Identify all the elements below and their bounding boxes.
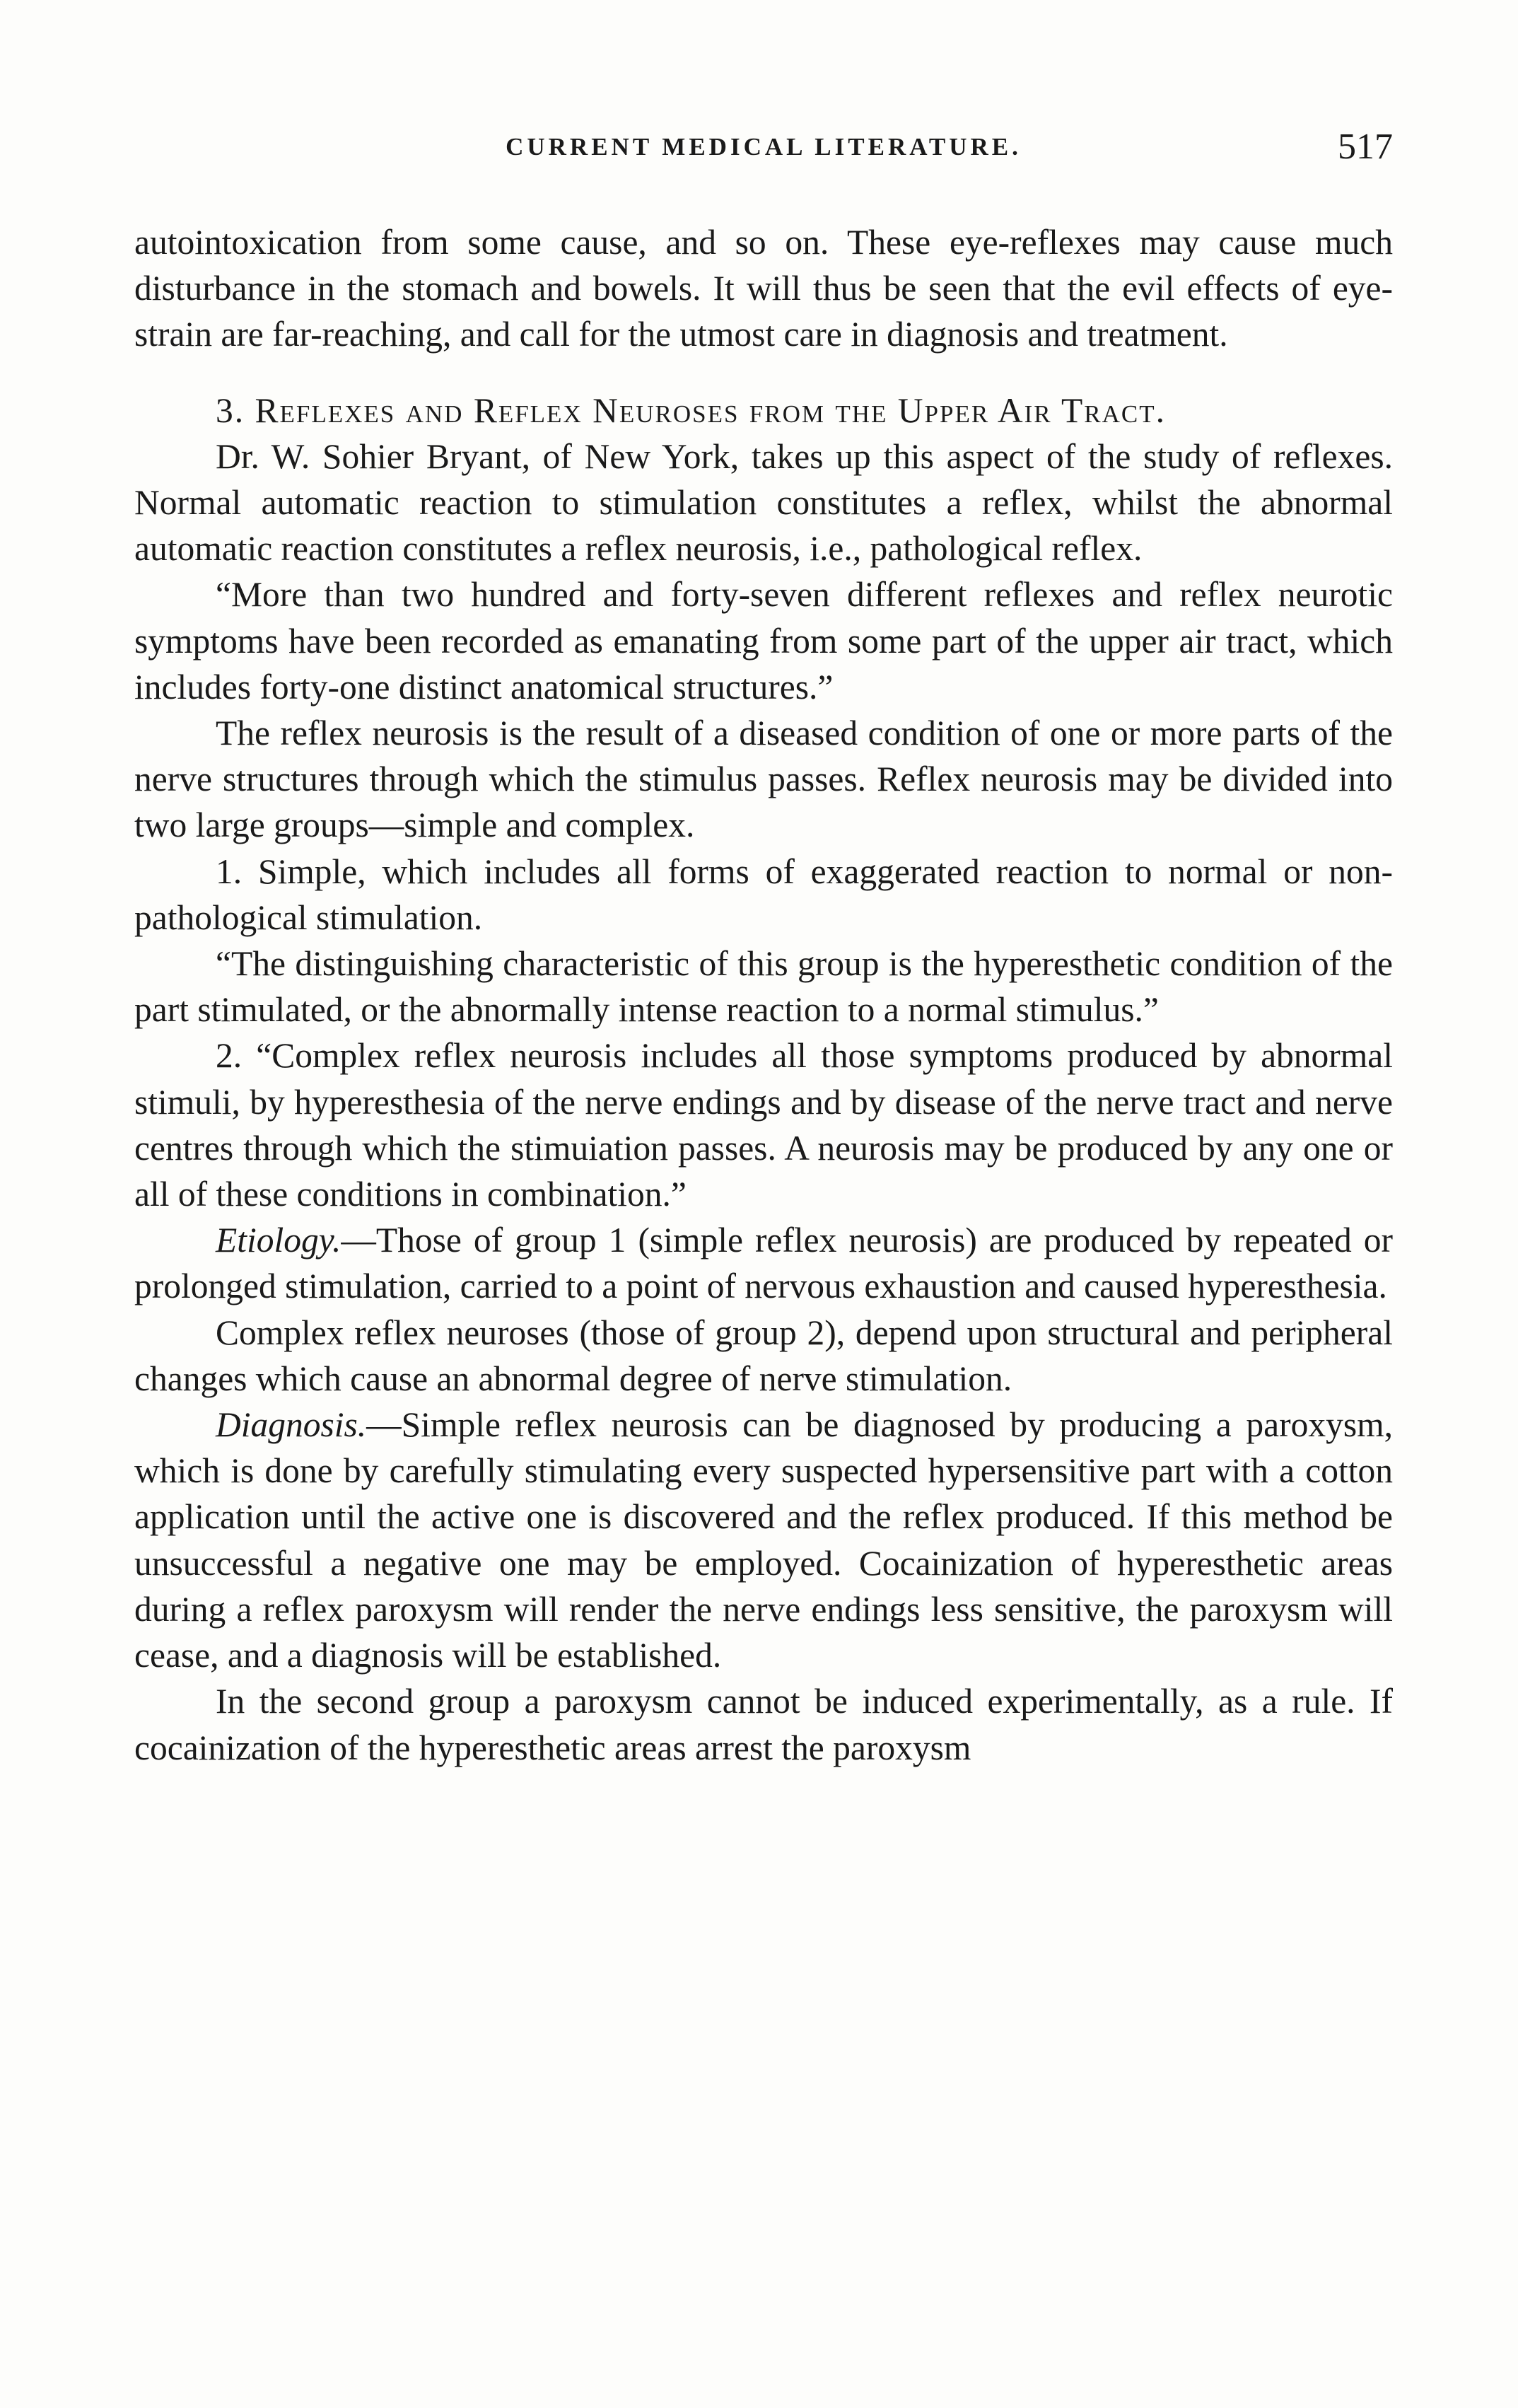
paragraph-second-group: In the second group a paroxysm cannot be induced experimentally, as a rule. If cocainization of the hyperesthetic areas arrest the paroxysm (134, 1682, 1393, 1767)
body-text (134, 219, 1393, 1771)
running-head (134, 126, 1393, 175)
paragraph-complex: 2. “Complex reflex neurosis includes all those symptoms produced by abnormal stimuli, by hyperesthesia of the nerve endings and by disease of the nerve tract and nerve centres through which the stimuiation passes. A neurosis may be produced by any one or all of these conditions in combination.” (134, 1036, 1393, 1214)
etiology-text: —Those of group 1 (simple reflex neurosis) are produced by repeated or prolonged stimulation, carried to a point of nervous exhaustion and caused hyperesthesia. (134, 1221, 1393, 1306)
paragraph-complex-neuroses: Complex reflex neuroses (those of group 2), depend upon structural and peripheral changes which cause an abnormal degree of nerve stimulation. (134, 1313, 1393, 1398)
paragraph-simple: 1. Simple, which includes all forms of exaggerated reaction to normal or non-pathological stimulation. (134, 851, 1393, 937)
paragraph-continuation: autointoxication from some cause, and so on. These eye-reflexes may cause much disturbance in the stomach and bowels. It will thus be seen that the evil effects of eye-strain are far-reaching, and call for the utmost care in diagnosis and treatment. (134, 223, 1393, 354)
etiology-label: Etiology. (216, 1221, 341, 1260)
paragraph-bryant: Dr. W. Sohier Bryant, of New York, takes up this aspect of the study of reflexes. Normal automatic reaction to stimulation constitutes a reflex, whilst the abnormal automatic reaction constitutes a reflex neurosis, i.e., pathological reflex. (134, 436, 1393, 569)
diagnosis-text: —Simple reflex neurosis can be diagnosed by producing a paroxysm, which is done by carefully stimulating every suspected hypersensitive part with a cotton application until the active one is discovered and the reflex produced. If this method be unsuccessful a negative one may be employed. Cocainization of hyperesthetic areas during a reflex paroxysm will render the nerve endings less sensitive, the paroxysm will cease, and a diagnosis will be established. (134, 1405, 1393, 1675)
paragraph-diagnosis (134, 1402, 1393, 1678)
section-heading: 3. Reflexes and Reflex Neuroses from the Upper Air Tract. (216, 390, 1167, 430)
running-title: CURRENT MEDICAL LITERATURE. (506, 133, 1022, 161)
paragraph-etiology (134, 1217, 1393, 1309)
page-number: 517 (1338, 127, 1393, 167)
paragraph-reflex-neurosis: The reflex neurosis is the result of a diseased condition of one or more parts of the nerve structures through which the stimulus passes. Reflex neurosis may be divided into two large groups—simple and complex. (134, 714, 1393, 845)
diagnosis-label: Diagnosis. (216, 1405, 367, 1445)
paragraph-quote-reflexes: “More than two hundred and forty-seven different reflexes and reflex neurotic symptoms have been recorded as emanating from some part of the upper air tract, which includes forty-one distinct anatomical structures.” (134, 575, 1393, 706)
paragraph-quote-characteristic: “The distinguishing characteristic of this group is the hyperesthetic condition of the part stimulated, or the abnormally intense reaction to a normal stimulus.” (134, 944, 1393, 1030)
